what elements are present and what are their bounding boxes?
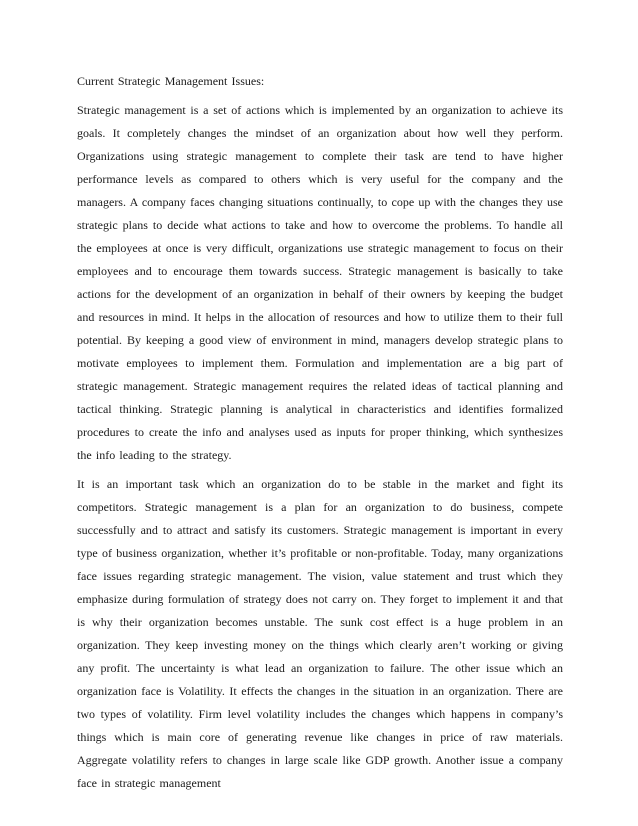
paragraph-1: Strategic management is a set of actions which is implemented by an organization to achieve its goals. It completely changes the mindset of an organization about how well they perform. Organizations using strategic management to complete their task are tend to have higher performance levels as compared to others which is very useful for the company and the managers. A company faces changing situations continually, to cope up with the changes they use strategic plans to decide what actions to take and how to overcome the problems. To handle all the employees at once is very difficult, organizations use strategic management to focus on their employees and to encourage them towards success. Strategic management is basically to take actions for the development of an organization in behalf of their owners by keeping the budget and resources in mind. It helps in the allocation of resources and how to utilize them to their full potential. By keeping a good view of environment in mind, managers develop strategic plans to motivate employees to implement them. Formulation and implementation are a big part of strategic management. Strategic management requires the related ideas of tactical planning and tactical thinking. Strategic planning is analytical in characteristics and identifies formalized procedures to create the info and analyses used as inputs for proper thinking, which synthesizes the info leading to the strategy. [77, 103, 563, 462]
document-body [77, 70, 563, 801]
section-heading: Current Strategic Management Issues: [77, 74, 265, 88]
paragraph-2: It is an important task which an organization do to be stable in the market and fight its competitors. Strategic management is a plan for an organization to do business, compete successfully and to attract and satisfy its customers. Strategic management is important in every type of business organization, whether it’s profitable or non-profitable. Today, many organizations face issues regarding strategic management. The vision, value statement and trust which they emphasize during formulation of strategy does not carry on. They forget to implement it and that is why their organization becomes unstable. The sunk cost effect is a huge problem in an organization. They keep investing money on the things which clearly aren’t working or giving any profit. The uncertainty is what lead an organization to failure. The other issue which an organization face is Volatility. It effects the changes in the situation in an organization. There are two types of volatility. Firm level volatility includes the changes which happens in company’s things which is main core of generating revenue like changes in price of raw materials. Aggregate volatility refers to changes in large scale like GDP growth. Another issue a company face in strategic management [77, 477, 563, 790]
